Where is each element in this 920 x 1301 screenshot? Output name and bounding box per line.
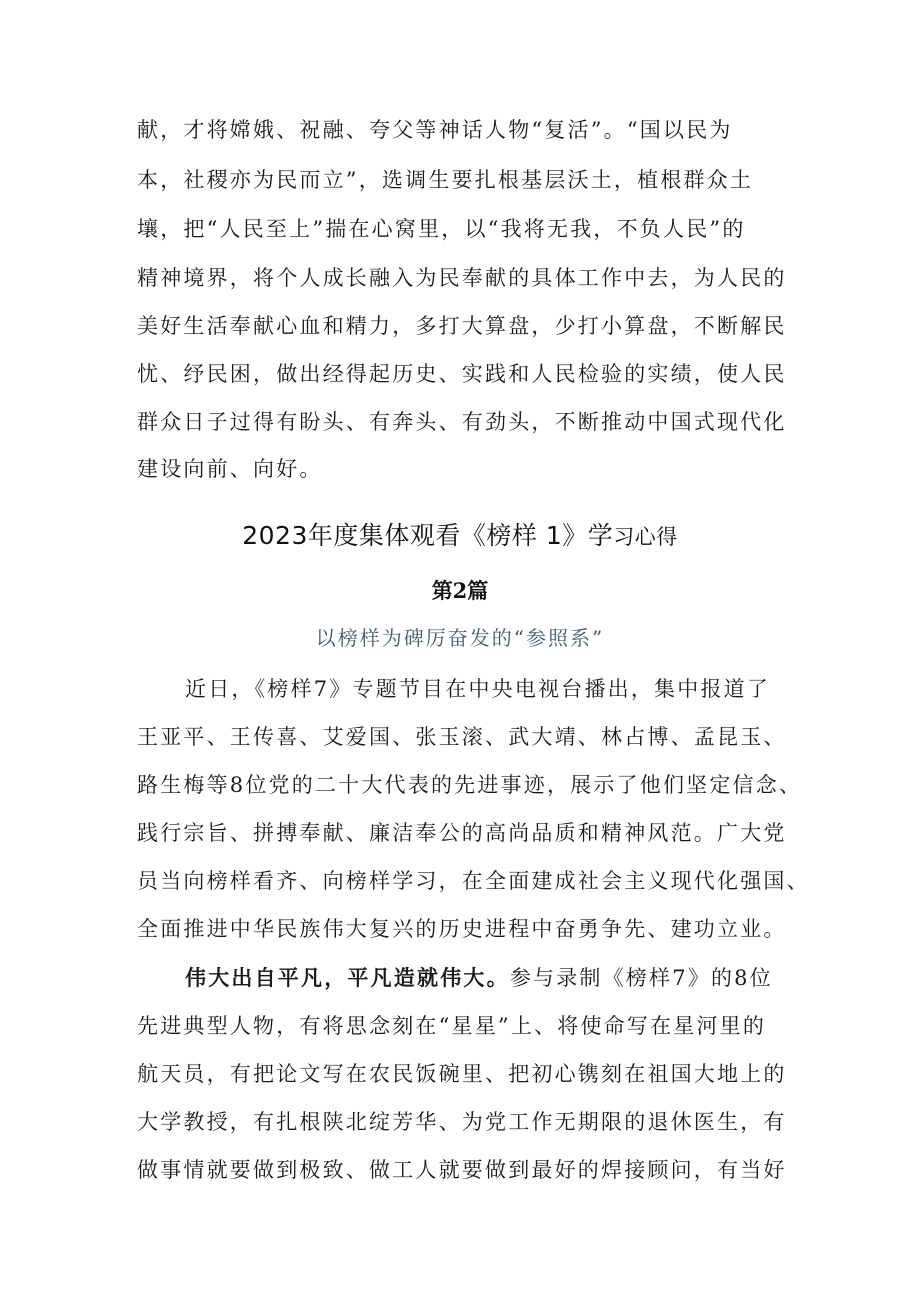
text-line: 精神境界，将个人成长融入为民奉献的具体工作中去，为人民的 (137, 266, 787, 290)
document-title-main: 2023年度集体观看《榜样 1》学 (242, 521, 614, 550)
text-line: 员当向榜样看齐、向榜样学习，在全面建成社会主义现代化强国、 (137, 869, 810, 893)
document-title-tail: 习心得 (613, 525, 678, 549)
paragraph-first-line (185, 964, 773, 992)
text-line: 本，社稷亦为民而立”，选调生要扎根基层沃土，植根群众土 (137, 168, 754, 192)
text-line: 做事情就要做到极致、做工人就要做到最好的焊接顾问，有当好 (137, 1158, 787, 1182)
document-title (0, 520, 920, 553)
lead-rest: 参与录制《榜样7》的8位 (509, 966, 773, 990)
chapter-label: 第2篇 (431, 578, 489, 603)
text-line: 建设向前、向好。 (137, 457, 323, 481)
article-subtitle: 以榜样为碑厉奋发的“参照系” (315, 626, 605, 650)
text-line: 忧、纾民困，做出经得起历史、实践和人民检验的实绩，使人民 (137, 362, 787, 386)
text-line: 献，才将嫦娥、祝融、夸父等神话人物“复活”。“国以民为 (137, 118, 733, 142)
text-line: 先进典型人物，有将思念刻在“星星”上、将使命写在星河里的 (137, 1014, 767, 1038)
text-line: 美好生活奉献心血和精力，多打大算盘，少打小算盘，不断解民 (137, 314, 787, 338)
paragraph-first-line: 近日，《榜样7》专题节目在中央电视台播出，集中报道了 (185, 677, 771, 701)
text-line: 路生梅等8位党的二十大代表的先进事迹，展示了他们坚定信念、 (137, 773, 803, 797)
text-line: 践行宗旨、拼搏奉献、廉洁奉公的高尚品质和精神风范。广大党 (137, 821, 787, 845)
text-line: 大学教授，有扎根陕北绽芳华、为党工作无期限的退休医生，有 (137, 1110, 787, 1134)
text-line: 全面推进中华民族伟大复兴的历史进程中奋勇争先、建功立业。 (137, 917, 787, 941)
text-line: 壤，把“人民至上”揣在心窝里，以“我将无我，不负人民”的 (137, 217, 746, 241)
lead-sentence: 伟大出自平凡，平凡造就伟大。 (185, 965, 510, 990)
text-line: 航天员，有把论文写在农民饭碗里、把初心镌刻在祖国大地上的 (137, 1062, 787, 1086)
text-line: 王亚平、王传喜、艾爱国、张玉滚、武大靖、林占博、孟昆玉、 (137, 725, 787, 749)
text-line: 群众日子过得有盼头、有奔头、有劲头，不断推动中国式现代化 (137, 410, 787, 434)
